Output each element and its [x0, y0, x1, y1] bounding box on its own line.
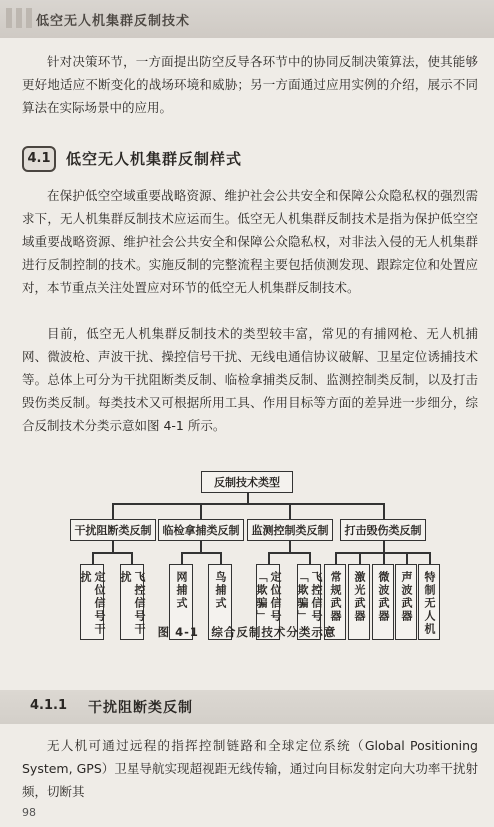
- connector: [220, 552, 222, 564]
- connector: [181, 552, 183, 564]
- connector: [112, 503, 114, 519]
- connector: [406, 552, 408, 564]
- connector: [335, 552, 429, 554]
- connector: [429, 552, 431, 564]
- subsection-paragraph: 无人机可通过远程的指挥控制链路和全球定位系统（Global Positioning System, GPS）卫星导航实现超视距无线传输，通过向目标发射定向大功率干扰射频，切断其: [22, 738, 478, 799]
- subsection-number: 4.1.1: [30, 698, 68, 713]
- figure-caption: 图 4-1 综合反制技术分类示意: [157, 625, 337, 639]
- page-number: 98: [22, 806, 36, 819]
- section-title: 低空无人机集群反制样式: [66, 150, 243, 168]
- subsection-band: [0, 690, 494, 724]
- section-paragraph-1: 在保护低空空域重要战略资源、维护社会公共安全和保障公众隐私权的强烈需求下，无人机集群反制技术应运而生。低空无人机集群反制技术是指为保护低空空域重要战略资源、维护社会公共安全和保障公众隐私权，对非法入侵的无人机集群进行反制控制的技术。实施反制的完整流程主要包括侦测发现、跟踪定位和处置应对，本节重点关注处置应对环节的低空无人机集群反制技术。: [22, 188, 478, 295]
- leaf-laser-weapon: 激光武器: [348, 564, 370, 640]
- connector: [289, 503, 291, 519]
- leaf-microwave-weapon: 微波武器: [372, 564, 394, 640]
- connector: [131, 552, 133, 564]
- connector: [359, 552, 361, 564]
- intro-paragraph: 针对决策环节，一方面提出防空反导各环节中的协同反制决策算法，使其能够更好地适应不断变化的战场环境和威胁；另一方面通过应用实例的介绍，展示不同算法在实际场景中的应用。: [22, 54, 478, 115]
- leaf-positioning-jamming: 定位信号干扰: [80, 564, 104, 640]
- connector: [200, 541, 202, 552]
- connector: [383, 541, 385, 552]
- connector: [383, 552, 385, 564]
- category-capture: 临检拿捕类反制: [158, 519, 244, 541]
- diagram-root: 反制技术类型: [201, 471, 293, 493]
- connector: [335, 552, 337, 564]
- connector: [309, 552, 311, 564]
- subsection-title: 干扰阻断类反制: [88, 700, 193, 716]
- leaf-net-capture: 网捕式: [169, 564, 193, 640]
- running-header-title: 低空无人机集群反制技术: [36, 14, 191, 29]
- section-paragraph-2: 目前，低空无人机集群反制技术的类型较丰富，常见的有捕网枪、无人机捕网、微波枪、声波干扰、操控信号干扰、无线电通信协议破解、卫星定位诱捕技术等。总体上可分为干扰阻断类反制、临检拿捕类反制、监测控制类反制，以及打击毁伤类反制。每类技术又可根据所用工具、作用目标等方面的差异进一步细分，综合反制技术分类示意如图 4-1 所示。: [22, 326, 478, 433]
- leaf-flight-control-jamming: 飞控信号干扰: [120, 564, 144, 640]
- leaf-bird-capture: 鸟捕式: [208, 564, 232, 640]
- connector: [200, 503, 202, 519]
- connector: [268, 552, 270, 564]
- connector: [247, 493, 249, 503]
- connector: [112, 503, 383, 505]
- leaf-flight-control-spoofing: 飞控信号「欺骗」: [297, 564, 321, 640]
- leaf-conventional-weapon: 常规武器: [324, 564, 346, 640]
- connector: [181, 552, 221, 554]
- connector: [268, 552, 310, 554]
- header-decoration: [6, 8, 32, 28]
- connector: [92, 552, 132, 554]
- leaf-positioning-spoofing: 定位信号「欺骗」: [256, 564, 280, 640]
- connector: [383, 503, 385, 519]
- category-jamming: 干扰阻断类反制: [70, 519, 156, 541]
- category-control: 监测控制类反制: [247, 519, 333, 541]
- connector: [112, 541, 114, 552]
- connector: [289, 541, 291, 552]
- leaf-special-drone: 特制无人机: [418, 564, 440, 640]
- section-number: 4.1: [22, 146, 56, 172]
- category-strike: 打击毁伤类反制: [340, 519, 426, 541]
- connector: [92, 552, 94, 564]
- leaf-acoustic-weapon: 声波武器: [395, 564, 417, 640]
